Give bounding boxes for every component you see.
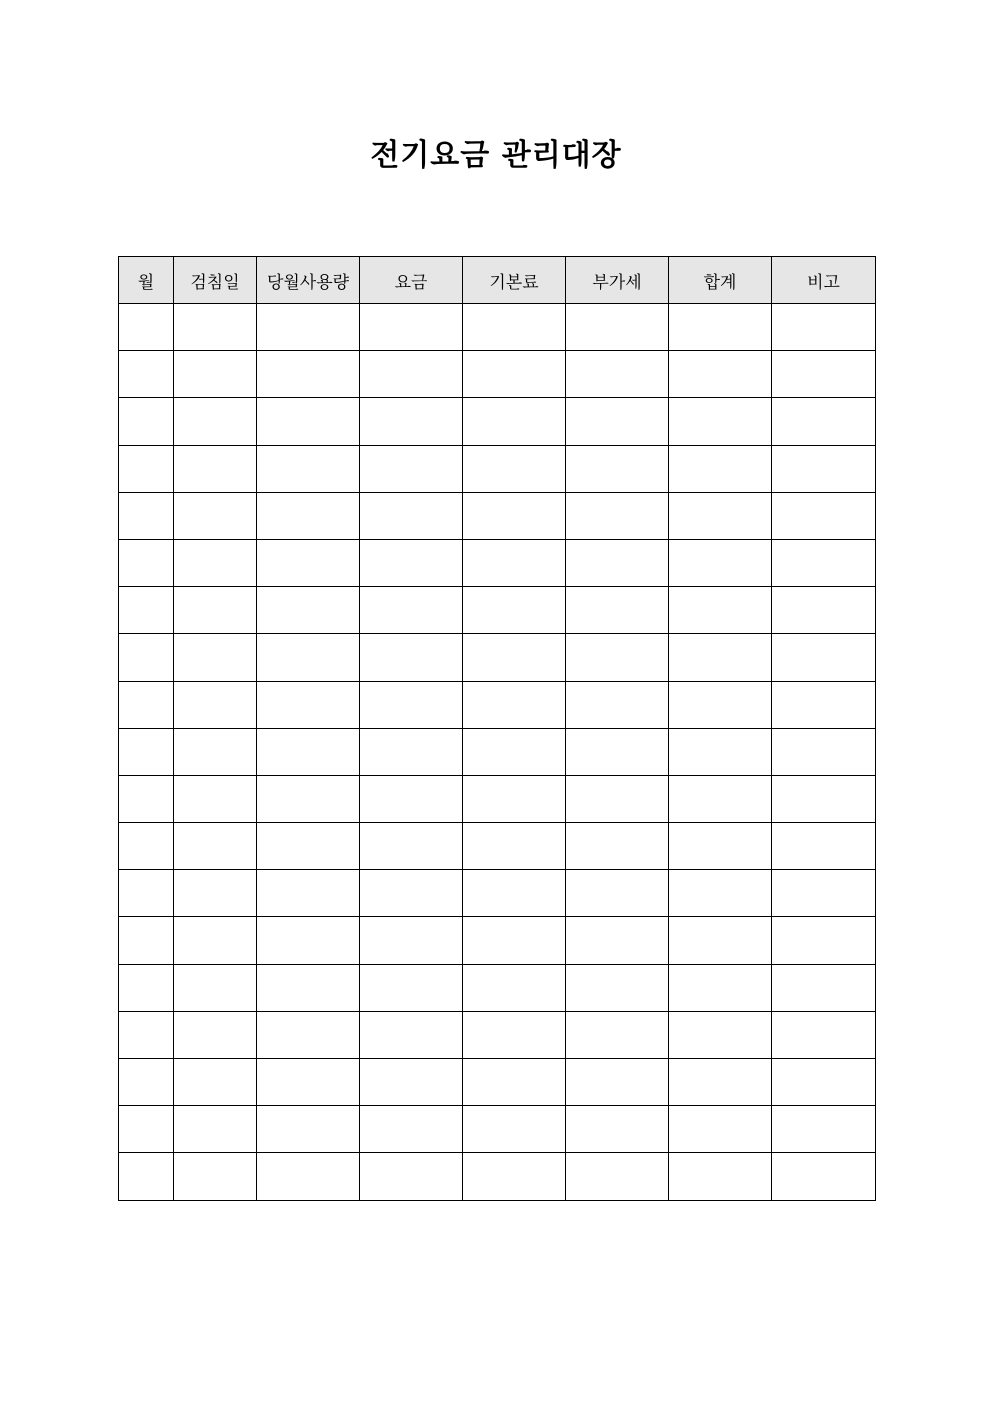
table-cell[interactable] — [463, 681, 566, 728]
table-cell[interactable] — [174, 634, 257, 681]
table-cell[interactable] — [463, 539, 566, 586]
table-cell[interactable] — [360, 539, 463, 586]
table-cell[interactable] — [772, 445, 876, 492]
table-cell[interactable] — [463, 492, 566, 539]
column-header-charge: 요금 — [360, 257, 463, 304]
table-cell[interactable] — [360, 304, 463, 351]
table-cell[interactable] — [772, 870, 876, 917]
table-cell[interactable] — [174, 1011, 257, 1058]
table-cell[interactable] — [257, 917, 360, 964]
table-cell[interactable] — [772, 304, 876, 351]
table-row — [119, 351, 876, 398]
table-row — [119, 634, 876, 681]
table-cell[interactable] — [566, 1011, 669, 1058]
table-cell[interactable] — [257, 870, 360, 917]
table-cell[interactable] — [463, 587, 566, 634]
table-cell[interactable] — [772, 964, 876, 1011]
table-cell[interactable] — [360, 1106, 463, 1153]
table-cell[interactable] — [566, 1153, 669, 1200]
table-row — [119, 823, 876, 870]
table-cell[interactable] — [566, 917, 669, 964]
table-cell[interactable] — [566, 304, 669, 351]
table-cell[interactable] — [669, 1153, 772, 1200]
table-cell[interactable] — [174, 870, 257, 917]
table-cell[interactable] — [119, 870, 174, 917]
table-cell[interactable] — [669, 1106, 772, 1153]
table-cell[interactable] — [566, 445, 669, 492]
table-cell[interactable] — [257, 351, 360, 398]
table-row — [119, 728, 876, 775]
table-cell[interactable] — [772, 634, 876, 681]
table-cell[interactable] — [566, 587, 669, 634]
table-cell[interactable] — [566, 351, 669, 398]
table-row — [119, 1011, 876, 1058]
table-cell[interactable] — [772, 351, 876, 398]
column-header-total: 합계 — [669, 257, 772, 304]
table-cell[interactable] — [566, 964, 669, 1011]
table-cell[interactable] — [463, 823, 566, 870]
table-cell[interactable] — [566, 775, 669, 822]
table-cell[interactable] — [669, 304, 772, 351]
table-row — [119, 917, 876, 964]
table-cell[interactable] — [360, 681, 463, 728]
table-cell[interactable] — [566, 539, 669, 586]
table-cell[interactable] — [174, 304, 257, 351]
table-cell[interactable] — [119, 398, 174, 445]
table-cell[interactable] — [772, 1059, 876, 1106]
table-cell[interactable] — [463, 304, 566, 351]
table-cell[interactable] — [772, 775, 876, 822]
table-cell[interactable] — [566, 492, 669, 539]
table-row — [119, 304, 876, 351]
table-cell[interactable] — [463, 398, 566, 445]
table-cell[interactable] — [463, 1011, 566, 1058]
table-cell[interactable] — [174, 587, 257, 634]
table-cell[interactable] — [360, 398, 463, 445]
table-cell[interactable] — [119, 351, 174, 398]
table-cell[interactable] — [772, 681, 876, 728]
table-cell[interactable] — [463, 634, 566, 681]
table-cell[interactable] — [174, 917, 257, 964]
table-cell[interactable] — [119, 775, 174, 822]
table-cell[interactable] — [566, 398, 669, 445]
table-cell[interactable] — [772, 1153, 876, 1200]
table-cell[interactable] — [119, 587, 174, 634]
table-cell[interactable] — [360, 1153, 463, 1200]
table-cell[interactable] — [119, 445, 174, 492]
table-cell[interactable] — [360, 917, 463, 964]
table-cell[interactable] — [360, 823, 463, 870]
header-row — [119, 257, 876, 304]
ledger-body — [119, 304, 876, 1201]
table-row — [119, 492, 876, 539]
table-cell[interactable] — [669, 870, 772, 917]
table-cell[interactable] — [360, 775, 463, 822]
table-cell[interactable] — [669, 445, 772, 492]
table-cell[interactable] — [257, 1106, 360, 1153]
table-cell[interactable] — [669, 728, 772, 775]
table-cell[interactable] — [174, 539, 257, 586]
table-cell[interactable] — [174, 728, 257, 775]
table-cell[interactable] — [360, 445, 463, 492]
table-cell[interactable] — [669, 775, 772, 822]
table-cell[interactable] — [360, 1059, 463, 1106]
table-cell[interactable] — [566, 681, 669, 728]
electricity-ledger-table — [118, 256, 876, 1201]
table-cell[interactable] — [257, 304, 360, 351]
table-cell[interactable] — [360, 351, 463, 398]
table-cell[interactable] — [669, 681, 772, 728]
table-row — [119, 775, 876, 822]
table-cell[interactable] — [257, 1153, 360, 1200]
column-header-reading-date: 검침일 — [174, 257, 257, 304]
table-cell[interactable] — [772, 492, 876, 539]
table-cell[interactable] — [257, 398, 360, 445]
table-cell[interactable] — [772, 1011, 876, 1058]
table-cell[interactable] — [174, 681, 257, 728]
table-cell[interactable] — [174, 445, 257, 492]
table-cell[interactable] — [257, 823, 360, 870]
table-cell[interactable] — [257, 1059, 360, 1106]
table-cell[interactable] — [257, 587, 360, 634]
table-cell[interactable] — [772, 587, 876, 634]
table-cell[interactable] — [463, 728, 566, 775]
table-cell[interactable] — [257, 634, 360, 681]
table-cell[interactable] — [119, 823, 174, 870]
table-row — [119, 398, 876, 445]
table-cell[interactable] — [257, 681, 360, 728]
table-cell[interactable] — [119, 917, 174, 964]
page-title: 전기요금 관리대장 — [370, 138, 622, 173]
table-cell[interactable] — [566, 1106, 669, 1153]
table-cell[interactable] — [360, 870, 463, 917]
table-cell[interactable] — [119, 634, 174, 681]
table-cell[interactable] — [669, 398, 772, 445]
table-row — [119, 1106, 876, 1153]
table-cell[interactable] — [463, 917, 566, 964]
table-cell[interactable] — [463, 1059, 566, 1106]
table-cell[interactable] — [669, 539, 772, 586]
table-cell[interactable] — [257, 539, 360, 586]
table-cell[interactable] — [772, 728, 876, 775]
table-cell[interactable] — [566, 1059, 669, 1106]
table-cell[interactable] — [257, 1011, 360, 1058]
table-cell[interactable] — [463, 964, 566, 1011]
table-cell[interactable] — [463, 775, 566, 822]
table-cell[interactable] — [174, 1059, 257, 1106]
table-cell[interactable] — [257, 492, 360, 539]
table-cell[interactable] — [119, 964, 174, 1011]
table-cell[interactable] — [669, 823, 772, 870]
table-cell[interactable] — [119, 539, 174, 586]
table-cell[interactable] — [119, 1059, 174, 1106]
table-cell[interactable] — [174, 1106, 257, 1153]
table-cell[interactable] — [463, 1153, 566, 1200]
table-cell[interactable] — [257, 964, 360, 1011]
table-row — [119, 1059, 876, 1106]
table-cell[interactable] — [174, 492, 257, 539]
table-cell[interactable] — [257, 445, 360, 492]
table-cell[interactable] — [360, 728, 463, 775]
column-header-monthly-usage: 당월사용량 — [257, 257, 360, 304]
table-cell[interactable] — [360, 492, 463, 539]
table-cell[interactable] — [360, 964, 463, 1011]
table-row — [119, 445, 876, 492]
table-cell[interactable] — [566, 823, 669, 870]
table-cell[interactable] — [174, 775, 257, 822]
table-cell[interactable] — [174, 351, 257, 398]
table-cell[interactable] — [174, 1153, 257, 1200]
table-cell[interactable] — [566, 870, 669, 917]
table-cell[interactable] — [463, 445, 566, 492]
column-header-base-fee: 기본료 — [463, 257, 566, 304]
table-cell[interactable] — [360, 634, 463, 681]
table-cell[interactable] — [669, 964, 772, 1011]
column-header-month: 월 — [119, 257, 174, 304]
table-cell[interactable] — [174, 823, 257, 870]
table-cell[interactable] — [669, 587, 772, 634]
table-cell[interactable] — [119, 1106, 174, 1153]
table-cell[interactable] — [360, 587, 463, 634]
table-cell[interactable] — [119, 681, 174, 728]
table-row — [119, 681, 876, 728]
column-header-vat: 부가세 — [566, 257, 669, 304]
table-row — [119, 539, 876, 586]
table-cell[interactable] — [772, 917, 876, 964]
table-cell[interactable] — [669, 1059, 772, 1106]
table-cell[interactable] — [463, 1106, 566, 1153]
table-cell[interactable] — [463, 351, 566, 398]
table-row — [119, 1153, 876, 1200]
table-cell[interactable] — [669, 492, 772, 539]
table-cell[interactable] — [174, 398, 257, 445]
table-cell[interactable] — [566, 728, 669, 775]
table-cell[interactable] — [257, 728, 360, 775]
table-cell[interactable] — [669, 1011, 772, 1058]
table-cell[interactable] — [360, 1011, 463, 1058]
table-cell[interactable] — [772, 398, 876, 445]
table-cell[interactable] — [566, 634, 669, 681]
table-cell[interactable] — [257, 775, 360, 822]
table-cell[interactable] — [119, 304, 174, 351]
table-cell[interactable] — [772, 1106, 876, 1153]
table-row — [119, 870, 876, 917]
table-cell[interactable] — [772, 539, 876, 586]
table-cell[interactable] — [669, 351, 772, 398]
table-cell[interactable] — [119, 1153, 174, 1200]
table-row — [119, 587, 876, 634]
column-header-remarks: 비고 — [772, 257, 876, 304]
table-cell[interactable] — [463, 870, 566, 917]
table-row — [119, 964, 876, 1011]
table-cell[interactable] — [119, 492, 174, 539]
table-cell[interactable] — [119, 728, 174, 775]
table-cell[interactable] — [669, 917, 772, 964]
table-cell[interactable] — [772, 823, 876, 870]
table-cell[interactable] — [669, 634, 772, 681]
table-cell[interactable] — [119, 1011, 174, 1058]
table-cell[interactable] — [174, 964, 257, 1011]
